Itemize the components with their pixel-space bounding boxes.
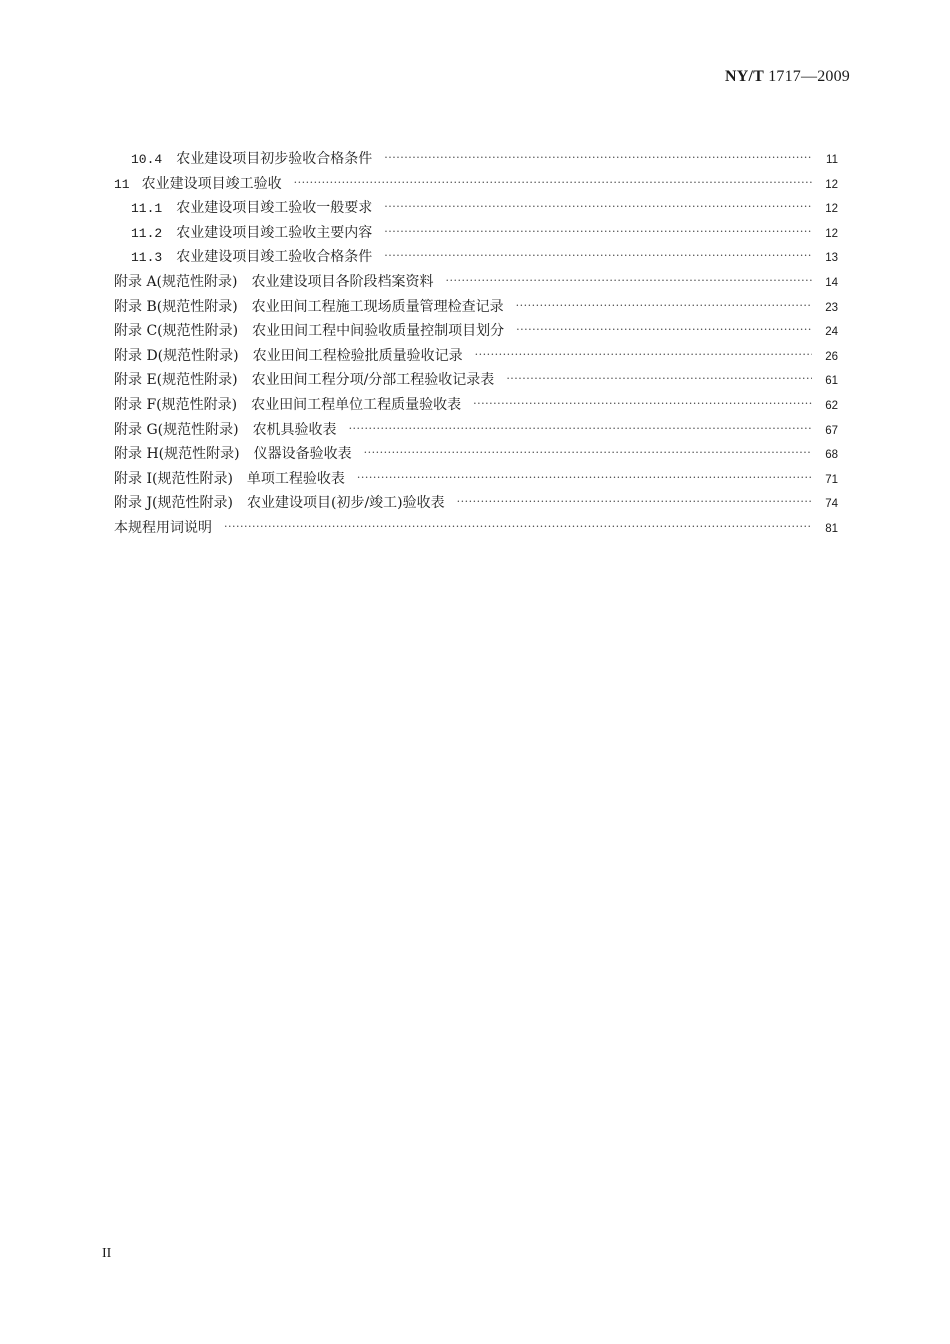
toc-entry-page: 26	[825, 350, 838, 363]
toc-entry-text: 农业建设项目(初步/竣工)验收表	[247, 495, 445, 512]
toc-entry-page: 12	[825, 227, 838, 240]
toc-appendix-label: 附录 I(规范性附录)	[114, 470, 233, 487]
document-code-prefix: NY/T	[724, 68, 764, 85]
toc-entry[interactable]	[114, 491, 838, 516]
toc-dot-leader	[506, 367, 812, 392]
toc-entry-title	[131, 147, 372, 173]
toc-entry-title	[114, 344, 463, 369]
toc-entry[interactable]	[114, 295, 838, 320]
toc-dot-leader	[445, 269, 812, 294]
toc-entry-text: 农机具验收表	[252, 421, 337, 438]
toc-entry-title	[131, 245, 372, 271]
toc-entry-text: 农业建设项目各阶段档案资料	[251, 273, 434, 290]
toc-dot-leader	[224, 515, 812, 540]
toc-entry-text: 农业田间工程分项/分部工程验收记录表	[251, 372, 495, 389]
toc-entry-page: 14	[825, 276, 838, 289]
toc-entry-page: 62	[825, 399, 838, 412]
toc-entry-title	[114, 467, 345, 492]
toc-entry-page: 71	[825, 473, 838, 486]
document-code	[725, 68, 850, 86]
toc-entry-title	[114, 418, 337, 443]
toc-entry-title	[114, 491, 445, 516]
toc-entry-title	[114, 295, 504, 320]
toc-entry-title	[114, 442, 352, 467]
toc-entry[interactable]	[114, 319, 838, 344]
toc-appendix-label: 附录 G(规范性附录)	[114, 421, 239, 438]
toc-entry-text: 本规程用词说明	[114, 519, 212, 536]
toc-entry-page: 12	[825, 178, 838, 191]
toc-entry[interactable]	[114, 344, 838, 369]
toc-appendix-label: 附录 D(规范性附录)	[114, 347, 239, 364]
toc-entry[interactable]	[114, 467, 838, 492]
document-code-number: 1717—2009	[764, 68, 850, 85]
toc-entry-page: 11	[826, 154, 838, 166]
toc-appendix-label: 附录 C(规范性附录)	[114, 323, 239, 340]
toc-dot-leader	[349, 417, 812, 442]
toc-entry[interactable]	[114, 245, 838, 270]
page-number: II	[102, 1246, 112, 1261]
toc-entry-title	[131, 196, 372, 222]
toc-entry-title	[114, 319, 504, 344]
table-of-contents	[114, 147, 838, 541]
toc-dot-leader	[384, 146, 812, 171]
toc-entry-number: 10.4	[131, 152, 163, 167]
toc-entry-text: 农业田间工程单位工程质量验收表	[251, 396, 462, 413]
toc-entry-title	[114, 172, 282, 198]
toc-entry-text: 农业建设项目竣工验收合格条件	[176, 249, 373, 266]
toc-entry-text: 农业田间工程中间验收质量控制项目划分	[252, 323, 505, 340]
toc-dot-leader	[473, 392, 812, 417]
toc-appendix-label: 附录 E(规范性附录)	[114, 372, 238, 389]
toc-entry[interactable]	[114, 418, 838, 443]
toc-dot-leader	[384, 220, 812, 245]
toc-appendix-label: 附录 F(规范性附录)	[114, 396, 238, 413]
toc-appendix-label: 附录 H(规范性附录)	[114, 446, 240, 463]
toc-entry-text: 农业建设项目竣工验收一般要求	[176, 200, 373, 217]
toc-entry[interactable]	[114, 147, 838, 172]
toc-entry-page: 61	[825, 375, 838, 388]
toc-entry-text: 仪器设备验收表	[253, 446, 352, 463]
toc-entry[interactable]	[114, 221, 838, 246]
toc-entry[interactable]	[114, 368, 838, 393]
toc-entry-title	[131, 221, 372, 247]
toc-entry-page: 74	[825, 498, 838, 511]
toc-entry-page: 12	[825, 203, 838, 216]
toc-entry-number: 11.1	[131, 201, 163, 217]
toc-entry-title	[114, 270, 433, 295]
toc-entry-number: 11	[114, 176, 130, 192]
toc-entry-text: 农业田间工程检验批质量验收记录	[252, 347, 463, 364]
toc-entry-text: 农业田间工程施工现场质量管理检查记录	[251, 298, 504, 315]
toc-entry-text: 农业建设项目竣工验收主要内容	[176, 224, 373, 241]
toc-dot-leader	[384, 244, 812, 269]
toc-entry-page: 67	[825, 424, 838, 437]
toc-dot-leader	[475, 343, 812, 368]
toc-appendix-label: 附录 J(规范性附录)	[114, 495, 233, 512]
toc-entry-page: 68	[825, 449, 838, 462]
toc-entry-page: 81	[825, 522, 838, 535]
toc-appendix-label: 附录 B(规范性附录)	[114, 298, 238, 315]
toc-dot-leader	[357, 466, 812, 491]
toc-dot-leader	[457, 490, 812, 515]
toc-dot-leader	[294, 171, 812, 196]
toc-entry-text: 农业建设项目竣工验收	[141, 175, 282, 192]
toc-entry-text: 农业建设项目初步验收合格条件	[176, 151, 373, 167]
toc-entry-page: 24	[825, 326, 838, 339]
toc-entry-title	[114, 393, 461, 418]
toc-entry[interactable]	[114, 270, 838, 295]
toc-dot-leader	[384, 195, 812, 220]
toc-entry-page: 23	[825, 301, 838, 314]
toc-entry[interactable]	[114, 196, 838, 221]
toc-dot-leader	[364, 441, 812, 466]
toc-entry[interactable]	[114, 516, 838, 541]
toc-entry-page: 13	[825, 252, 838, 265]
toc-entry-title	[114, 516, 212, 541]
toc-entry-text: 单项工程验收表	[246, 470, 345, 487]
toc-entry[interactable]	[114, 442, 838, 467]
toc-entry-number: 11.2	[131, 225, 163, 241]
toc-entry[interactable]	[114, 172, 838, 197]
toc-entry-number: 11.3	[131, 250, 163, 266]
toc-dot-leader	[516, 318, 812, 343]
toc-entry-title	[114, 368, 494, 393]
toc-dot-leader	[516, 294, 812, 319]
toc-entry[interactable]	[114, 393, 838, 418]
toc-appendix-label: 附录 A(规范性附录)	[114, 273, 238, 290]
